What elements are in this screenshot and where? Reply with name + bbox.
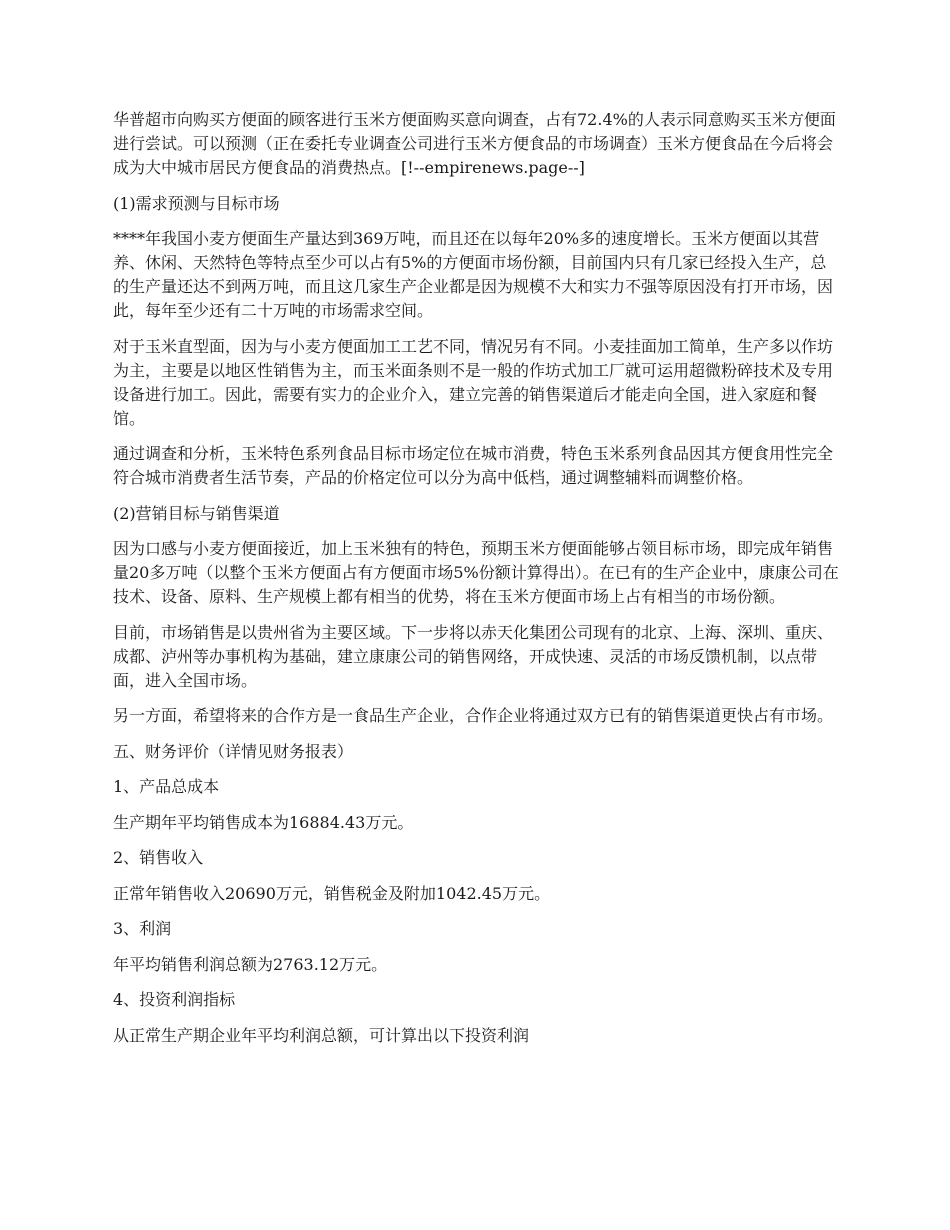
sales-target-paragraph: 因为口感与小麦方便面接近，加上玉米独有的特色，预期玉米方便面能够占领目标市场，即完成年销售量20多万吨（以整个玉米方便面占有方便面市场5%份额计算得出）。在已有的生产企业中，康康公司在技术、设备、原料、生产规模上都有相当的优势，将在玉米方便面市场上占有相当的市场份额。 (113, 539, 839, 606)
intro-survey-paragraph: 华普超市向购买方便面的顾客进行玉米方便面购买意向调查，占有72.4%的人表示同意购买玉米方便面进行尝试。可以预测（正在委托专业调查公司进行玉米方便食品的市场调查）玉米方便食品在今后将会成为大中城市居民方便食品的消费热点。[!--empirenews.page--] (113, 110, 836, 177)
investment-profit-paragraph: 从正常生产期企业年平均利润总额，可计算出以下投资利润 (113, 1025, 530, 1045)
section-heading-sales-channels: (2)营销目标与销售渠道 (113, 503, 280, 523)
total-cost-paragraph: 生产期年平均销售成本为16884.43万元。 (113, 812, 414, 832)
subheading-investment-profit-indicators: 4、投资利润指标 (113, 990, 236, 1009)
sales-region-paragraph: 目前，市场销售是以贵州省为主要区域。下一步将以赤天化集团公司现有的北京、上海、深圳、重庆、成都、泸州等办事机构为基础，建立康康公司的销售网络，开成快速、灵活的市场反馈机制，以点带面，进入全国市场。 (113, 622, 834, 690)
target-market-paragraph: 通过调查和分析，玉米特色系列食品目标市场定位在城市消费，特色玉米系列食品因其方便食用性完全符合城市消费者生活节奏，产品的价格定位可以分为高中低档，通过调整辅料而调整价格。 (113, 444, 834, 487)
subheading-sales-revenue: 2、销售收入 (113, 848, 204, 867)
sales-revenue-paragraph: 正常年销售收入20690万元，销售税金及附加1042.45万元。 (113, 883, 551, 903)
section-heading-financial-evaluation: 五、财务评价（详情见财务报表） (113, 741, 354, 761)
noodle-processing-paragraph: 对于玉米直型面，因为与小麦方便面加工工艺不同，情况另有不同。小麦挂面加工简单，生产多以作坊为主，主要是以地区性销售为主，而玉米面条则不是一般的作坊式加工厂就可运用超微粉碎技术及专用设备进行加工。因此，需要有实力的企业介入，建立完善的销售渠道后才能走向全国，进入家庭和餐馆。 (113, 336, 834, 428)
subheading-total-cost: 1、产品总成本 (113, 777, 220, 796)
demand-paragraph: ****年我国小麦方便面生产量达到369万吨，而且还在以每年20%多的速度增长。玉米方便面以其营养、休闲、天然特色等特点至少可以占有5%的方便面市场份额，目前国内只有几家已经投入生产，总的生产量还达不到两万吨，而且这几家生产企业都是因为规模不大和实力不强等原因没有打开市场，因此，每年至少还有二十万吨的市场需求空间。 (113, 229, 834, 320)
document-body (113, 108, 841, 1059)
partner-paragraph: 另一方面，希望将来的合作方是一食品生产企业，合作企业将通过双方已有的销售渠道更快占有市场。 (113, 706, 834, 725)
profit-paragraph: 年平均销售利润总额为2763.12万元。 (113, 954, 388, 974)
subheading-profit: 3、利润 (113, 919, 172, 938)
section-heading-demand-forecast: (1)需求预测与目标市场 (113, 193, 280, 213)
